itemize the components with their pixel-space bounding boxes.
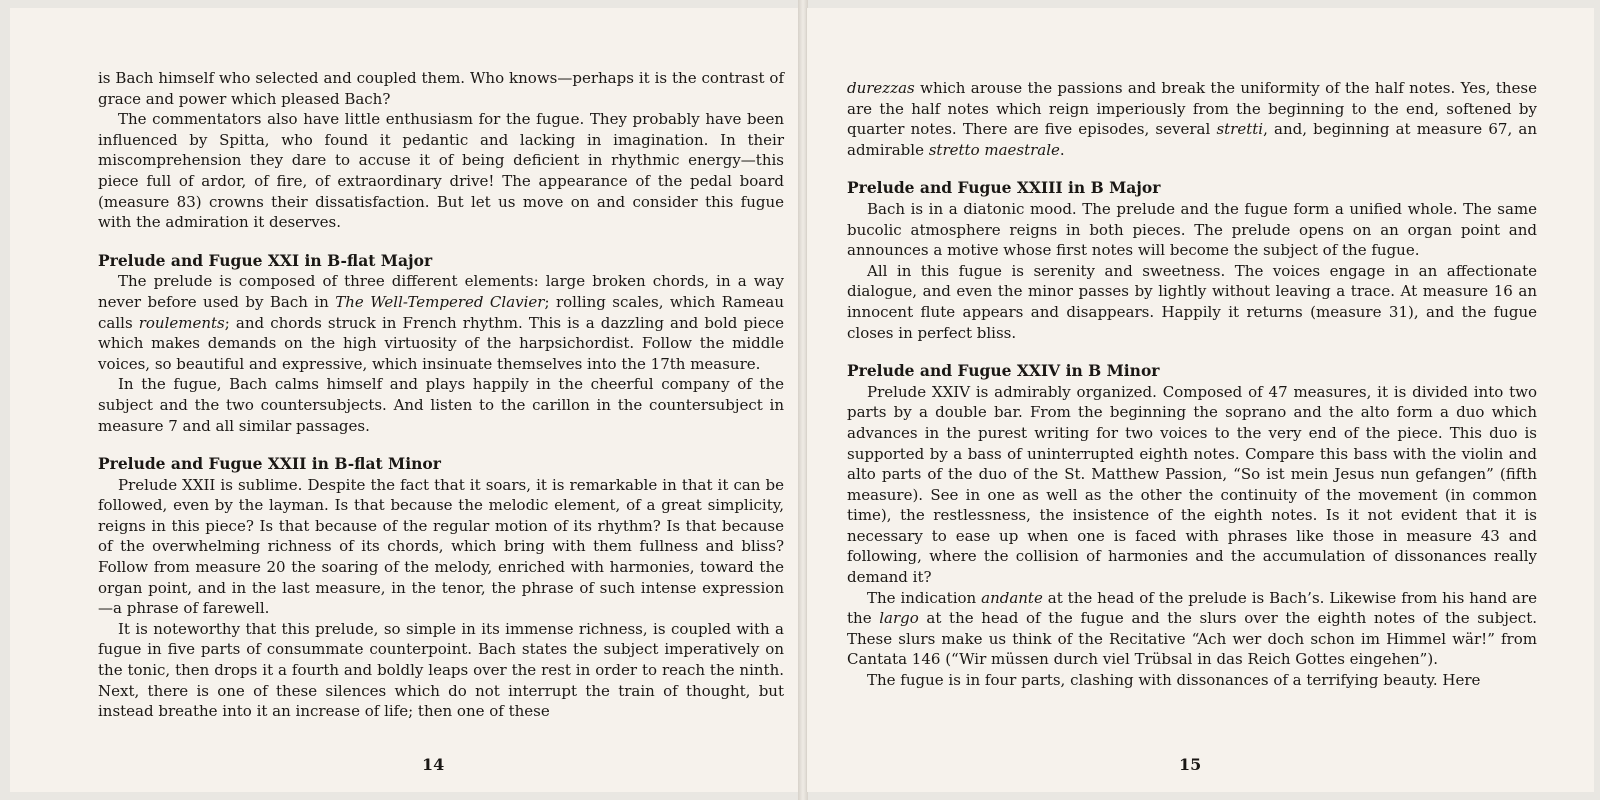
right-page [806,8,1594,792]
left-page [10,8,800,792]
paragraph: durezzas which arouse the passions and break the uniformity of the half notes. Yes, these are the half notes which reign imperiously from the beginning to the end, softened by quarter notes. There are five episodes, several stretti, and, beginning at measure 67, an admirable stretto maestrale. [847,79,1537,159]
left-page-text [98,68,784,722]
paragraph: In the fugue, Bach calms himself and plays happily in the cheerful company of the subject and the two countersubjects. And listen to the carillon in the countersubject in measure 7 and all similar passages. [98,375,784,435]
paragraph: The commentators also have little enthusiasm for the fugue. They probably have been influenced by Spitta, who found it pedantic and lacking in imagination. In their miscomprehension they dare to accuse it of being deficient in rhythmic energy—this piece full of ardor, of fire, of extraordinary drive! The appearance of the pedal board (measure 83) crowns their dissatisfaction. But let us move on and consider this fugue with the admiration it deserves. [98,110,784,232]
paragraph: The indication andante at the head of the prelude is Bach’s. Likewise from his hand are the largo at the head of the fugue and the slurs over the eighth notes of the subject. These slurs make us think of the Recitative “Ach wer doch schon im Himmel wär!” from Cantata 146 (“Wir müssen durch viel Trübsal in das Reich Gottes eingehen”). [847,588,1537,669]
paragraph: The fugue is in four parts, clashing with dissonances of a terrifying beauty. Here [867,671,1481,690]
paragraph: is Bach himself who selected and coupled them. Who knows—perhaps it is the contrast of grace and power which pleased Bach? [98,69,784,108]
paragraph: It is noteworthy that this prelude, so simple in its immense richness, is coupled with a fugue in five parts of consummate counterpoint. Bach states the subject imperatively on the tonic, then drops it a fourth and boldly leaps over the rest in order to reach the ninth. Next, there is one of these silences which do not interrupt the train of thought, but instead breathe into it an increase of life; then one of these [98,619,784,721]
paragraph: The prelude is composed of three different elements: large broken chords, in a way never before used by Bach in The Well-Tempered Clavier; rolling scales, which Rameau calls roulements; and chords struck in French rhythm. This is a dazzling and bold piece which makes demands on the high virtuosity of the harpsichordist. Follow the middle voices, so beautiful and expressive, which insinuate themselves into the 17th measure. [98,272,785,373]
section-heading-xxii: Prelude and Fugue XXII in B-flat Minor [98,454,441,474]
paragraph: All in this fugue is serenity and sweetness. The voices engage in an affectionate dialogue, and even the minor passes by lightly without leaving a trace. At measure 16 an innocent flute appears and disappears. Happily it returns (measure 31), and the fugue closes in perfect bliss. [847,261,1537,342]
page-number: 15 [1179,755,1202,774]
paragraph: Prelude XXII is sublime. Despite the fact that it soars, it is remarkable in that it can be followed, even by the layman. Is that because the melodic element, of a great simplicity, reigns in this piece? Is that because of the regular motion of its rhythm? Is that because of the overwhelming richness of its chords, which bring with them fullness and bliss? Follow from measure 20 the soaring of the melody, enriched with harmonies, toward the organ point, and in the last measure, in the tenor, the phrase of such intense expression—a phrase of farewell. [98,475,784,618]
section-heading-xxiv: Prelude and Fugue XXIV in B Minor [847,361,1160,381]
paragraph: Bach is in a diatonic mood. The prelude and the fugue form a unified whole. The same bucolic atmosphere reigns in both pieces. The prelude opens on an organ point and announces a motive whose first notes will become the subject of the fugue. [847,199,1537,260]
section-heading-xxi: Prelude and Fugue XXI in B-flat Major [98,250,433,270]
section-heading-xxiii: Prelude and Fugue XXIII in B Major [847,178,1161,198]
paragraph: Prelude XXIV is admirably organized. Composed of 47 measures, it is divided into two parts by a double bar. From the beginning the soprano and the alto form a duo which advances in the purest writing for two voices to the very end of the piece. This duo is supported by a bass of uninterrupted eighth notes. Compare this bass with the violin and alto parts of the duo of the St. Matthew Passion, “So ist mein Jesus nun gefangen” (fifth measure). See in one as well as the other the continuity of the movement (in common time), the restlessness, the insistence of the eighth notes. Is it not evident that it is necessary to ease up when one is faced with phrases like those in measure 43 and following, where the collision of harmonies and the accumulation of dissonances really demand it? [847,382,1537,587]
page-number: 14 [422,755,445,774]
right-page-text [847,78,1537,691]
